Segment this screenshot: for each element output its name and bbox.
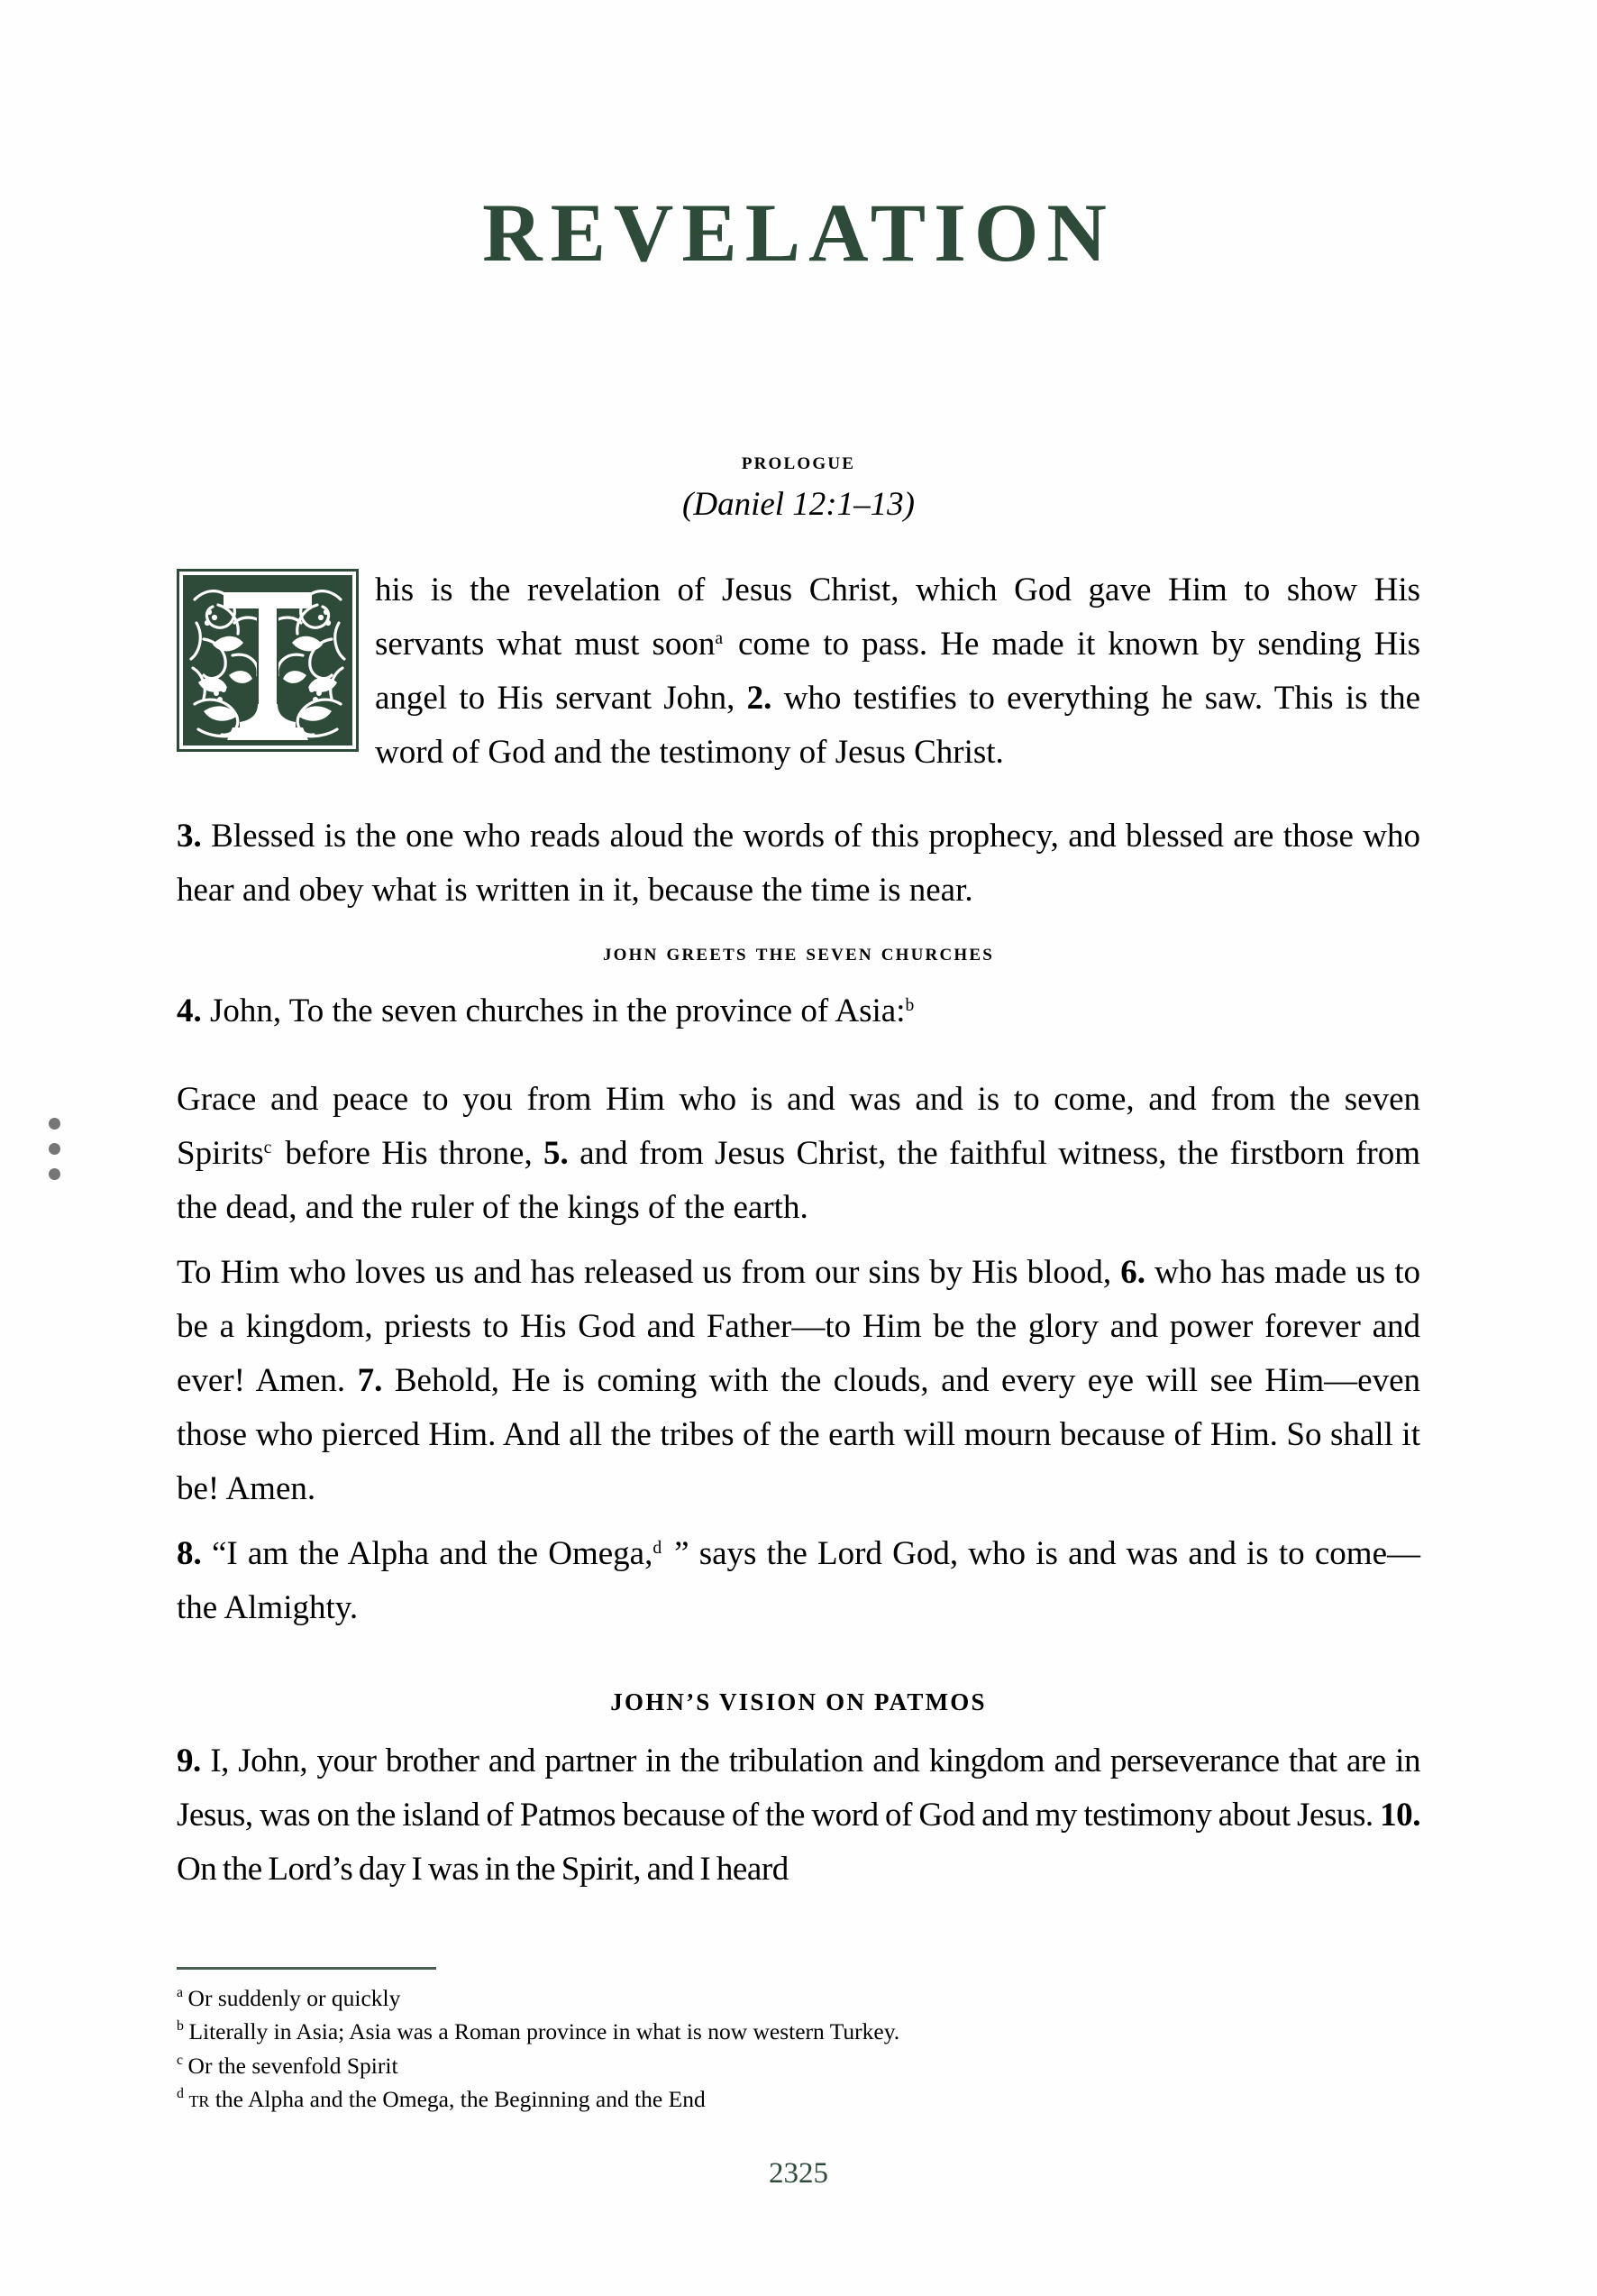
footnote-label-a: a bbox=[177, 1984, 184, 2000]
verse-1-2-text bbox=[177, 563, 1420, 780]
verse-number-7: 7. bbox=[357, 1361, 383, 1399]
footnote-text-a: Or suddenly or quickly bbox=[187, 1985, 401, 2011]
verse-3-text: Blessed is the one who reads aloud the words of this prophecy, and blessed are those who hear and obey what is written in it, because the time is near. bbox=[177, 818, 1420, 909]
verse-number-6: 6. bbox=[1120, 1254, 1145, 1291]
footnote-label-c: c bbox=[177, 2052, 184, 2068]
verse-number-2: 2. bbox=[746, 679, 772, 717]
footnote-item bbox=[177, 2049, 1420, 2082]
footnote-item bbox=[177, 2015, 1420, 2048]
verse-1-body: his is the revelation of Jesus Christ, which God gave Him to show His servants what must soon bbox=[375, 572, 1420, 663]
verse-8-lead: “I am the Alpha and the Omega, bbox=[201, 1535, 653, 1572]
verse-5-text: and from Jesus Christ, the faithful witness, the firstborn from the dead, and the ruler of the kings of the earth. bbox=[177, 1134, 1420, 1226]
footnote-text-c: Or the sevenfold Spirit bbox=[187, 2052, 398, 2079]
paragraph-verse-4 bbox=[177, 984, 1420, 1038]
verse-4-text: John, To the seven churches in the province of Asia: bbox=[201, 992, 906, 1029]
page-title: REVELATION bbox=[482, 187, 1115, 279]
illuminated-dropcap-icon bbox=[177, 569, 359, 752]
footnote-label-b: b bbox=[177, 2018, 184, 2035]
verse-number-8: 8. bbox=[177, 1535, 202, 1572]
footnote-source-abbr: tr bbox=[188, 2086, 210, 2113]
verse-8-tail: ” says the Lord God, who is and was and is to come—the Almighty. bbox=[177, 1535, 1420, 1626]
paragraph-verse-1-2 bbox=[177, 563, 1420, 780]
paragraph-grace-and-peace bbox=[177, 1073, 1420, 1235]
footnote-item bbox=[177, 1981, 1420, 2015]
verse-number-10: 10. bbox=[1380, 1796, 1420, 1834]
verse-7-text: Behold, He is coming with the clouds, and every eye will see Him—even those who pierced Him. And all the tribes of the earth will mourn because of Him. So shall it be! Amen. bbox=[177, 1361, 1420, 1507]
page-number: 2325 bbox=[769, 2157, 828, 2190]
verse-number-3: 3. bbox=[177, 818, 202, 855]
footnote-marker-b[interactable]: b bbox=[905, 995, 915, 1015]
grace-text-mid: before His throne, bbox=[274, 1134, 544, 1172]
footnote-item bbox=[177, 2082, 1420, 2116]
footnote-text-b: Literally in Asia; Asia was a Roman province in what is now western Turkey. bbox=[188, 2018, 900, 2045]
footnote-list bbox=[177, 1981, 1420, 2117]
verse-1-tail: come to pass. He made it known by sending His angel to His servant John, bbox=[375, 625, 1421, 717]
verse-10-text: On the Lord’s day I was in the Spirit, and I heard bbox=[177, 1850, 789, 1888]
verse-5b-text: To Him who loves us and has released us from our sins by His blood, bbox=[177, 1254, 1121, 1291]
verse-2-text: who testifies to everything he saw. This is the word of God and the testimony of Jesus Christ. bbox=[375, 679, 1420, 771]
verse-9-text: I, John, your brother and partner in the tribulation and kingdom and perseverance that are in Jesus, was on the island of Patmos because of the word of God and my testimony about Jesus. bbox=[177, 1743, 1420, 1834]
footnote-separator bbox=[177, 1967, 436, 1970]
footnote-marker-c[interactable]: c bbox=[263, 1138, 272, 1157]
kebab-dot bbox=[49, 1168, 60, 1180]
paragraph-verse-8 bbox=[177, 1527, 1420, 1635]
paragraph-verse-3 bbox=[177, 810, 1420, 918]
verse-6-text: who has made us to be a kingdom, priests to His God and Father—to Him be the glory and power forever and ever! Amen. bbox=[177, 1254, 1420, 1399]
kebab-dot bbox=[49, 1143, 60, 1155]
scripture-reference: (Daniel 12:1–13) bbox=[682, 486, 915, 523]
footnote-marker-a[interactable]: a bbox=[715, 628, 724, 648]
section-heading-john-greets: john greets the seven churches bbox=[602, 938, 995, 965]
footnote-marker-d[interactable]: d bbox=[652, 1538, 662, 1558]
paragraph-verse-6-7 bbox=[177, 1246, 1420, 1516]
verse-number-9: 9. bbox=[177, 1743, 201, 1779]
section-heading-patmos: JOHN’S VISION ON PATMOS bbox=[610, 1688, 987, 1715]
footnote-label-d: d bbox=[177, 2086, 184, 2102]
margin-kebab-menu-icon[interactable] bbox=[43, 1118, 65, 1180]
section-heading-prologue: prologue bbox=[741, 447, 856, 474]
verse-number-4: 4. bbox=[177, 992, 202, 1029]
kebab-dot bbox=[49, 1118, 60, 1130]
grace-text-lead: Grace and peace to you from Him who is and was and is to come, and from the seven Spirits bbox=[177, 1081, 1420, 1172]
footnote-text-d: the Alpha and the Omega, the Beginning and the End bbox=[209, 2086, 706, 2113]
paragraph-verse-9-10 bbox=[177, 1734, 1420, 1897]
verse-number-5: 5. bbox=[543, 1134, 569, 1172]
